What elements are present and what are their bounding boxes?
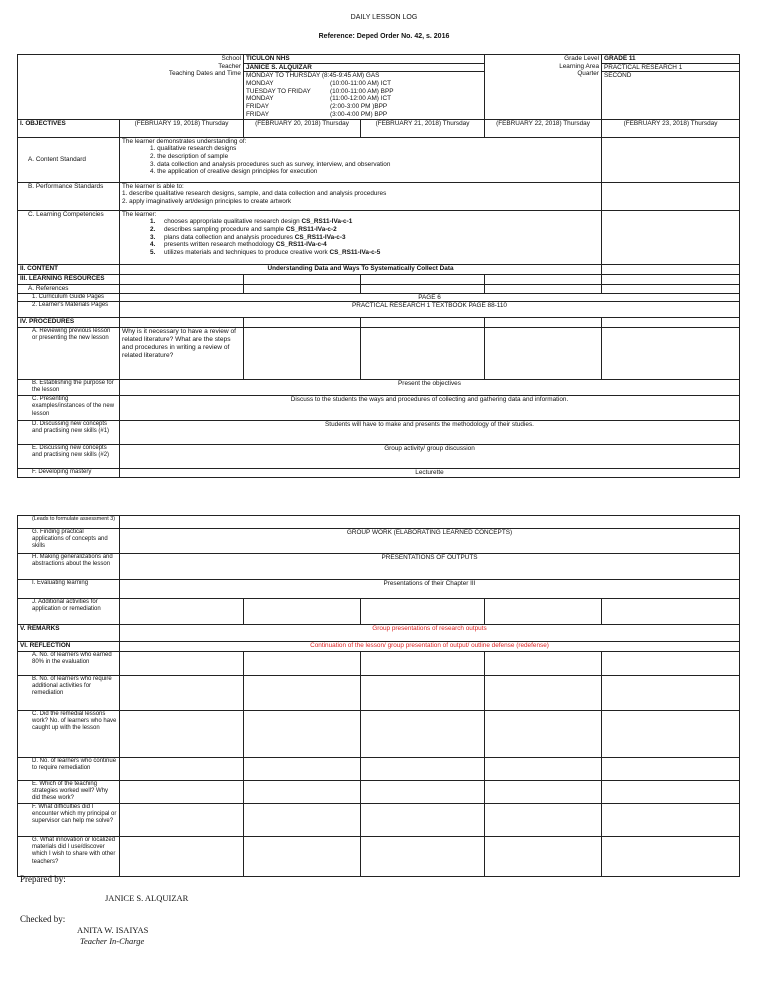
procedure-g-label: G. Finding practical applications of concepts and skills	[18, 529, 120, 554]
competency-num: 4.	[150, 241, 156, 249]
prepared-label: Prepared by:	[20, 874, 66, 884]
schedule-day: TUESDAY TO FRIDAY	[246, 87, 311, 95]
grade-value: GRADE 11	[602, 55, 739, 64]
competency-item	[122, 226, 599, 234]
reflection-d-row	[18, 758, 740, 781]
procedure-i-row	[18, 580, 740, 599]
schedule-time: (3:00-4:00 PM) BPP	[330, 110, 388, 118]
procedure-a-label: A. Reviewing previous lesson or presenting the new lesson	[18, 328, 120, 380]
materials-row	[18, 302, 740, 318]
competency-text: utilizes materials and techniques to produce creative work	[164, 248, 330, 256]
procedure-i-label: I. Evaluating learning	[18, 580, 120, 599]
schedule-list	[244, 72, 484, 118]
competency-code: CS_RS11-IVa-c-4	[275, 241, 327, 249]
checked-title: Teacher In-Charge	[80, 936, 145, 946]
reflection-a-row	[18, 652, 740, 676]
schedule-time: (10:00-11:00 AM) BPP	[330, 87, 394, 95]
procedure-b-row	[18, 380, 740, 396]
reflection-b-row	[18, 676, 740, 711]
procedure-c-text: Discuss to the students the ways and procedures of collecting and gathering data and information.	[120, 396, 740, 421]
procedures-row	[18, 318, 740, 328]
reflection-f: F. What difficulties did I encounter which my principal or supervisor can help me solve?	[18, 804, 120, 837]
content-standard-item: 2. the description of sample	[150, 152, 229, 160]
curriculum-row	[18, 293, 740, 302]
day-header: (FEBRUARY 19, 2018) Thursday	[120, 119, 244, 137]
references-row	[18, 284, 740, 293]
schedule-time: (11:00-12:00 AM) ICT	[330, 95, 391, 103]
procedure-c-row	[18, 396, 740, 421]
competencies-intro: The learner:	[122, 210, 157, 218]
procedure-d-row	[18, 421, 740, 445]
procedure-c-label: C. Presenting examples/instances of the new lesson	[18, 396, 120, 421]
area-label: Learning Area	[559, 62, 599, 70]
reflection-d: D. No. of learners who continue to require remediation	[18, 758, 120, 781]
schedule-time: (10:00-11:00 AM) ICT	[330, 80, 391, 88]
checked-label: Checked by:	[20, 914, 66, 924]
schedule-day: FRIDAY	[246, 110, 269, 118]
competency-code: CS_RS11-IVa-c-5	[329, 248, 381, 256]
remarks-row	[18, 625, 740, 642]
header-info-row	[18, 55, 740, 120]
dates-label: Teaching Dates and Time	[168, 70, 241, 78]
procedure-g-row	[18, 529, 740, 554]
content-standard-intro: The learner demonstrates understanding of:	[122, 137, 247, 145]
procedure-d-label: D. Discussing new concepts and practising new skills (#1)	[18, 421, 120, 445]
day-header: (FEBRUARY 20, 2018) Thursday	[244, 119, 361, 137]
day-header: (FEBRUARY 22, 2018) Thursday	[485, 119, 602, 137]
schedule-time: (2:00-3:00 PM )BPP	[330, 103, 388, 111]
reflection-g: G. What innovation or localized materials did I use/discover which I wish to share with other teachers?	[18, 837, 120, 877]
procedure-f-text: Lecturette	[120, 469, 740, 478]
performance-standard-row	[18, 182, 740, 210]
procedure-f-row	[18, 469, 740, 478]
competency-num: 2.	[150, 225, 156, 233]
day-header: (FEBRUARY 21, 2018) Thursday	[361, 119, 485, 137]
competency-text: plans data collection and analysis procedures	[164, 233, 295, 241]
reference-line: Reference: Deped Order No. 42, s. 2016	[318, 33, 450, 40]
procedure-h-label: H. Making generalizations and abstractions about the lesson	[18, 554, 120, 580]
competencies-label: C. Learning Competencies	[18, 210, 120, 264]
materials-label: 2. Learner's Materials Pages	[18, 302, 120, 318]
reflection-c-row	[18, 711, 740, 758]
competencies-row	[18, 210, 740, 264]
procedure-f-cont-row	[18, 516, 740, 529]
competency-item	[122, 218, 599, 226]
school-label: School	[221, 55, 241, 62]
reflection-e-row	[18, 781, 740, 804]
content-standard-item: 3. data collection and analysis procedures such as survey, interview, and observation	[150, 160, 391, 168]
procedure-e-label: E. Discussing new concepts and practising new skills (#2)	[18, 445, 120, 469]
content-standard-item: 1. qualitative research designs	[150, 145, 237, 153]
quarter-label: Quarter	[577, 70, 599, 78]
procedure-d-text: Students will have to make and presents the methodology of their studies.	[120, 421, 740, 445]
competency-num: 1.	[150, 218, 156, 226]
document-title: DAILY LESSON LOG	[350, 14, 418, 21]
competency-item	[122, 241, 599, 249]
quarter-value: SECOND	[604, 72, 632, 80]
reflection-row	[18, 642, 740, 652]
schedule-day: MONDAY	[246, 80, 274, 88]
procedure-h-text: PRESENTATIONS OF OUTPUTS	[120, 554, 740, 580]
competency-num: 5.	[150, 248, 156, 256]
resources-heading: III. LEARNING RESOURCES	[18, 274, 120, 284]
competency-code: CS_RS11-IVa-c-2	[285, 225, 337, 233]
reflection-a: A. No. of learners who earned 80% in the evaluation	[18, 652, 120, 676]
performance-standard-label: B. Performance Standards	[18, 182, 120, 210]
procedure-i-text: Presentations of their Chapter III	[120, 580, 740, 599]
content-standard-item: 4. the application of creative design principles for execution	[150, 168, 318, 176]
performance-item: 1. describe qualitative research designs, sample, and data collection and analysis procedures	[122, 190, 387, 198]
remarks-heading: V. REMARKS	[18, 625, 120, 642]
performance-intro: The learner is able to:	[122, 182, 184, 190]
competency-item	[122, 234, 599, 242]
prepared-name: JANICE S. ALQUIZAR	[105, 893, 189, 903]
competency-item	[122, 249, 599, 257]
reflection-e: E. Which of the teaching strategies worked well? Why did these work?	[18, 781, 120, 804]
area-value: PRACTICAL RESEARCH 1	[602, 64, 739, 73]
procedure-b-text: Present the objectives	[120, 380, 740, 396]
procedure-f-label: F. Developing mastery	[18, 469, 120, 478]
procedure-j-row	[18, 599, 740, 625]
competency-num: 3.	[150, 233, 156, 241]
objectives-heading: I. OBJECTIVES	[18, 119, 120, 137]
objectives-row	[18, 119, 740, 137]
reflection-f-row	[18, 804, 740, 837]
reflection-text: Continuation of the lesson/ group presentation of output/ outline defense (redefense)	[120, 642, 740, 652]
references-label: A. References	[18, 284, 120, 293]
checked-name: ANITA W. ISAIYAS	[77, 925, 149, 935]
procedure-a-row	[18, 328, 740, 380]
competency-text: presents written research methodology	[164, 241, 276, 249]
teacher-label: Teacher	[218, 62, 241, 70]
procedure-b-label: B. Establishing the purpose for the lesson	[18, 380, 120, 396]
curriculum-value: PAGE 6	[120, 293, 740, 302]
content-standard-row	[18, 137, 740, 182]
procedure-j-label: J. Additional activities for application or remediation	[18, 599, 120, 625]
reflection-heading: VI. REFLECTION	[18, 642, 120, 652]
procedure-g-text: GROUP WORK (ELABORATING LEARNED CONCEPTS)	[120, 529, 740, 554]
competency-code: CS_RS11-IVa-c-1	[301, 218, 353, 226]
procedure-a-text: Why is it necessary to have a review of related literature? What are the steps and procedures in writing a review of related literature?	[120, 328, 244, 380]
procedure-e-text: Group activity/ group discussion	[120, 445, 740, 469]
materials-value: PRACTICAL RESEARCH 1 TEXTBOOK PAGE 88-110	[120, 302, 740, 318]
content-standard-label: A. Content Standard	[18, 137, 120, 182]
performance-item: 2. apply imaginatively art/design principles to create artwork	[122, 197, 292, 205]
procedures-heading: IV. PROCEDURES	[18, 318, 120, 328]
schedule-day: MONDAY TO THURSDAY (8:45-9:45 AM) GAS	[246, 72, 380, 80]
content-value: Understanding Data and Ways To Systematically Collect Data	[120, 264, 602, 274]
competency-code: CS_RS11-IVa-c-3	[294, 233, 346, 241]
teacher-value: JANICE S. ALQUIZAR	[244, 64, 484, 73]
competency-text: describes sampling procedure and sample	[164, 225, 286, 233]
curriculum-label: 1. Curriculum Guide Pages	[18, 293, 120, 302]
schedule-day: FRIDAY	[246, 103, 269, 111]
procedure-f-cont: (Leads to formulate assessment 3)	[18, 516, 120, 529]
reflection-g-row	[18, 837, 740, 877]
grade-label: Grade Level	[564, 55, 599, 62]
procedure-e-row	[18, 445, 740, 469]
lesson-log-table-page2	[17, 515, 740, 877]
school-value: TICULON NHS	[244, 55, 484, 64]
schedule-day: MONDAY	[246, 95, 274, 103]
resources-row	[18, 274, 740, 284]
day-header: (FEBRUARY 23, 2018) Thursday	[602, 119, 740, 137]
content-heading: II. CONTENT	[18, 264, 120, 274]
reflection-c: C. Did the remedial lessons work? No. of learners who have caught up with the lesson	[18, 711, 120, 758]
procedure-h-row	[18, 554, 740, 580]
competency-text: chooses appropriate qualitative research design	[164, 218, 302, 226]
remarks-text: Group presentations of research outputs	[120, 625, 740, 642]
content-row	[18, 264, 740, 274]
lesson-log-table-page1	[17, 54, 740, 478]
reflection-b: B. No. of learners who require additional activities for remediation	[18, 676, 120, 711]
